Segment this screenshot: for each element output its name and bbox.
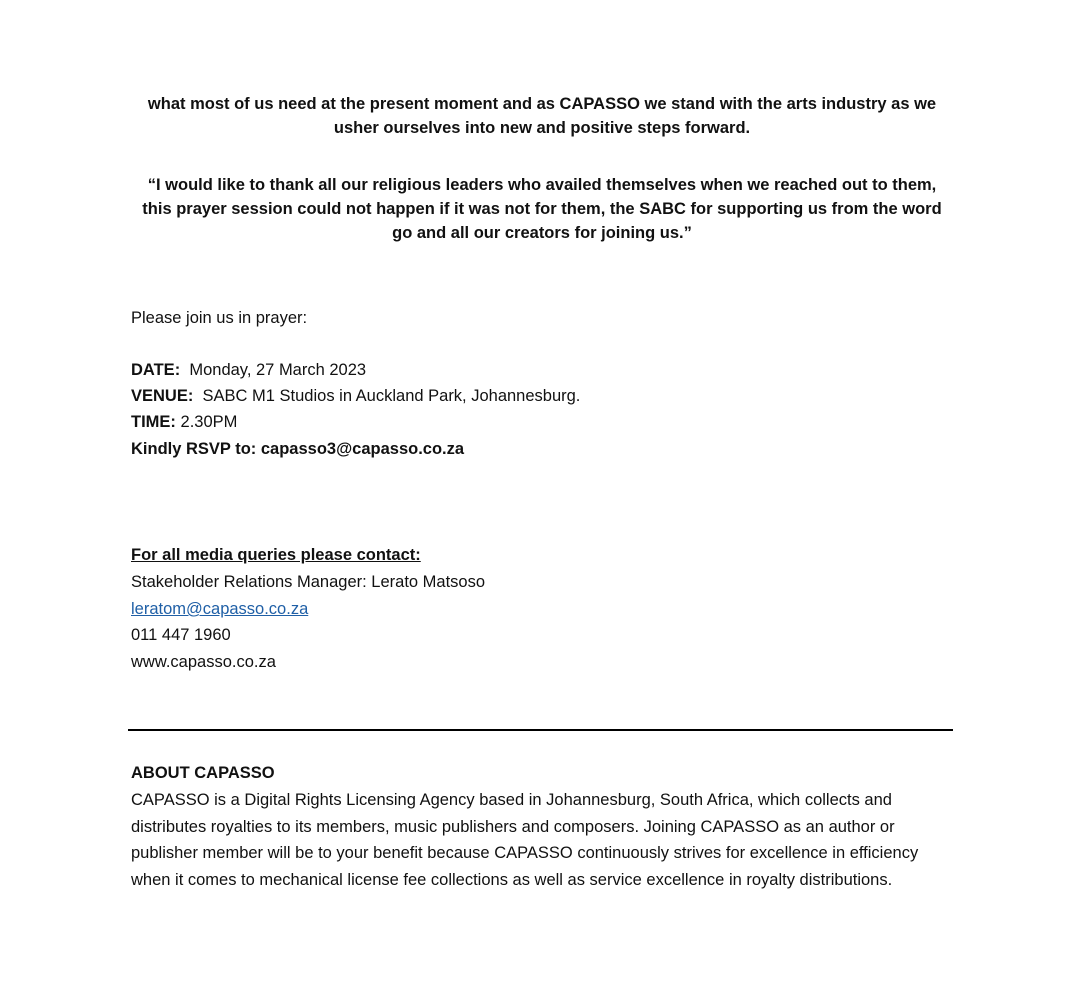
- rsvp-line: Kindly RSVP to: capasso3@capasso.co.za: [131, 440, 465, 458]
- about-body: CAPASSO is a Digital Rights Licensing Agency based in Johannesburg, South Africa, which collects and distributes royalties to its members, music publishers and composers. Joining CAPASSO as an author or publisher member will be to your benefit because CAPASSO continuously strives for excellence in efficiency when it comes to mechanical license fee collections as well as service excellence in royalty distributions.: [131, 791, 919, 889]
- date-value: Monday, 27 March 2023: [189, 361, 367, 379]
- venue-label: VENUE:: [131, 387, 194, 405]
- media-queries-heading: For all media queries please contact:: [131, 546, 421, 564]
- time-value: 2.30PM: [180, 413, 238, 431]
- event-date: [131, 358, 366, 382]
- media-website: www.capasso.co.za: [131, 653, 276, 671]
- event-venue: [131, 384, 580, 408]
- quote-paragraph-2: “I would like to thank all our religious leaders who availed themselves when we reached out to them, this prayer session could not happen if it was not for them, the SABC for supporting us from the word go and all our creators for joining us.”: [142, 176, 942, 242]
- venue-value: SABC M1 Studios in Auckland Park, Johannesburg.: [202, 387, 581, 405]
- time-label: TIME:: [131, 413, 176, 431]
- about-title: ABOUT CAPASSO: [131, 764, 275, 782]
- media-contact-name: Stakeholder Relations Manager: Lerato Matsoso: [131, 573, 486, 591]
- media-email-link[interactable]: leratom@capasso.co.za: [131, 600, 309, 618]
- invitation-intro: Please join us in prayer:: [131, 309, 308, 327]
- event-time: [131, 410, 237, 434]
- date-label: DATE:: [131, 361, 181, 379]
- media-phone: 011 447 1960: [131, 626, 231, 644]
- section-divider: [128, 729, 953, 731]
- quote-paragraph-1: what most of us need at the present moment and as CAPASSO we stand with the arts industry as we usher ourselves into new and positive steps forward.: [147, 95, 937, 137]
